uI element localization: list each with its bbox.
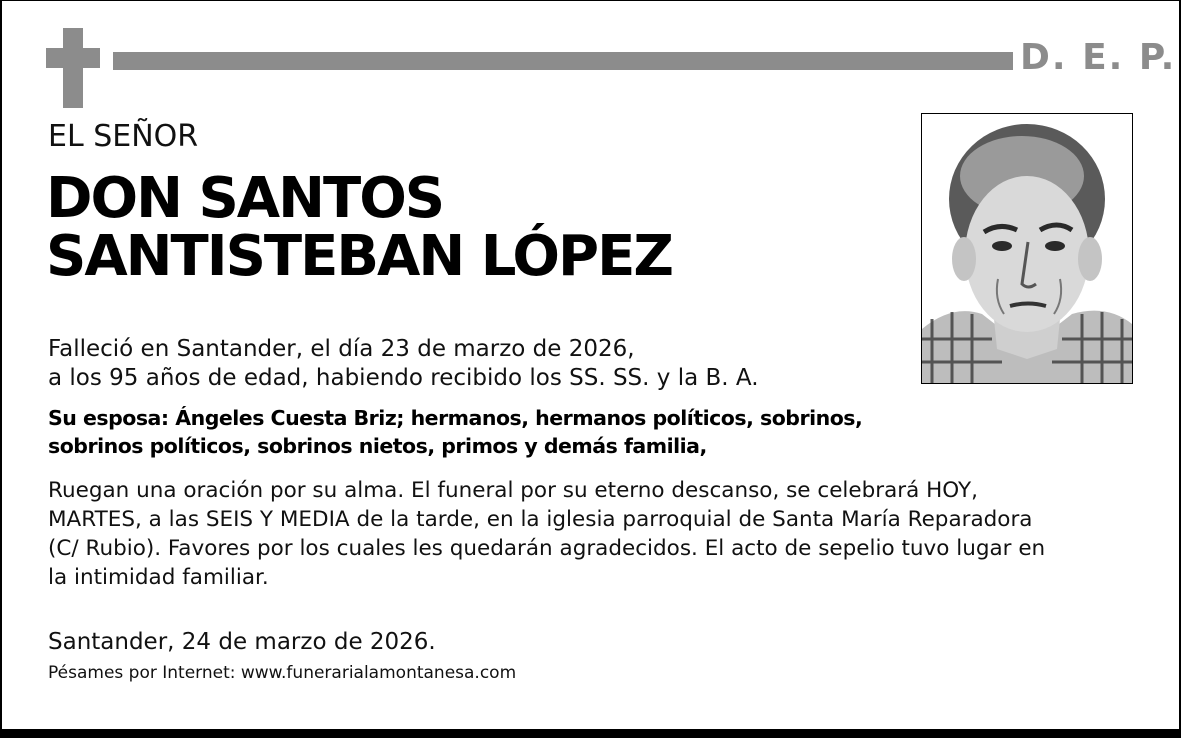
- dep-label: D. E. P.: [1020, 37, 1177, 78]
- cross-icon: [46, 28, 100, 108]
- death-line: Falleció en Santander, el día 23 de marzo de 2026,: [48, 336, 635, 362]
- details-line: MARTES, a las SEIS Y MEDIA de la tarde, en la iglesia parroquial de Santa María Reparadora: [48, 507, 1033, 532]
- funeral-details: [48, 476, 1138, 592]
- death-info: [48, 335, 908, 393]
- header-rule: [113, 52, 1013, 70]
- frame-top: [0, 0, 1181, 1]
- frame-left: [0, 0, 2, 738]
- death-line: a los 95 años de edad, habiendo recibido los SS. SS. y la B. A.: [48, 365, 759, 391]
- details-line: la intimidad familiar.: [48, 565, 269, 590]
- frame-bottom: [0, 729, 1181, 738]
- name-line: SANTISTEBAN LÓPEZ: [46, 224, 672, 289]
- deceased-name: [46, 166, 672, 289]
- name-line: DON SANTOS: [46, 166, 444, 231]
- family-line: sobrinos políticos, sobrinos nietos, primos y demás familia,: [48, 434, 707, 458]
- details-line: Ruegan una oración por su alma. El funeral por su eterno descanso, se celebrará HOY,: [48, 478, 979, 503]
- details-line: (C/ Rubio). Favores por los cuales les quedarán agradecidos. El acto de sepelio tuvo lugar en: [48, 536, 1046, 561]
- family-line: Su esposa: Ángeles Cuesta Briz; hermanos, hermanos políticos, sobrinos,: [48, 406, 863, 430]
- honorific: EL SEÑOR: [48, 119, 199, 154]
- portrait-photo: [921, 113, 1133, 384]
- place-date: Santander, 24 de marzo de 2026.: [48, 629, 436, 655]
- condolences-link: Pésames por Internet: www.funerarialamontanesa.com: [48, 663, 517, 683]
- family-list: [48, 404, 918, 460]
